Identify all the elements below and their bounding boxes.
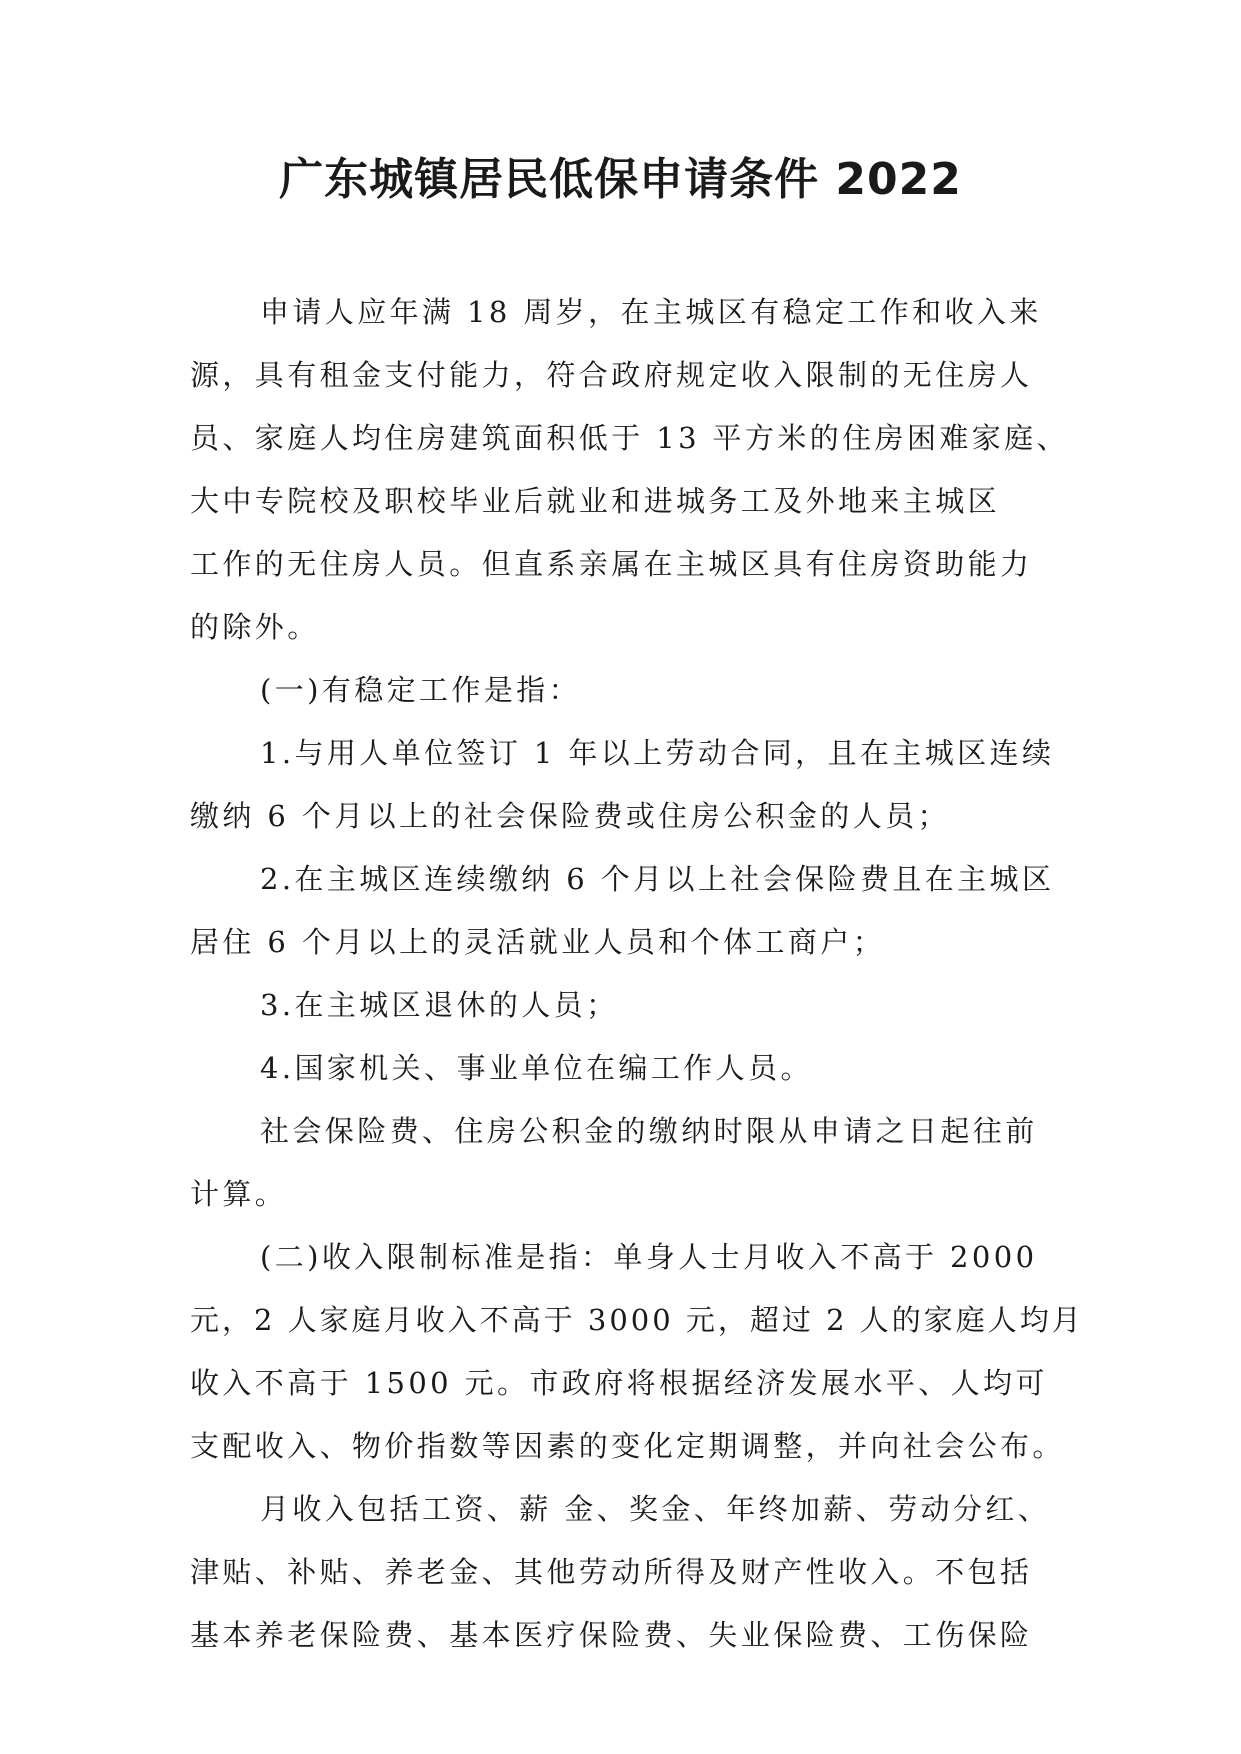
paragraph-line: 工作的无住房人员。但直系亲属在主城区具有住房资助能力 bbox=[190, 547, 1033, 581]
document-title: 广东城镇居民低保申请条件 2022 bbox=[279, 154, 962, 205]
list-item: 4.国家机关、事业单位在编工作人员。 bbox=[260, 1051, 813, 1085]
paragraph-line: 的除外。 bbox=[190, 610, 320, 644]
paragraph-line: 支配收入、物价指数等因素的变化定期调整，并向社会公布。 bbox=[190, 1429, 1065, 1463]
paragraph-line: 津贴、补贴、养老金、其他劳动所得及财产性收入。不包括 bbox=[190, 1555, 1033, 1589]
paragraph-line: 源，具有租金支付能力，符合政府规定收入限制的无住房人 bbox=[190, 358, 1033, 392]
paragraph-line: 社会保险费、住房公积金的缴纳时限从申请之日起往前 bbox=[260, 1114, 1038, 1148]
section-heading: (一)有稳定工作是指： bbox=[260, 673, 582, 707]
paragraph-line: 收入不高于 1500 元。市政府将根据经济发展水平、人均可 bbox=[190, 1366, 1048, 1400]
section-heading: (二)收入限制标准是指：单身人士月收入不高于 2000 bbox=[260, 1240, 1038, 1274]
list-item: 2.在主城区连续缴纳 6 个月以上社会保险费且在主城区 bbox=[260, 862, 1055, 896]
paragraph-line: 月收入包括工资、薪 金、奖金、年终加薪、劳动分红、 bbox=[260, 1492, 1051, 1526]
list-item: 3.在主城区退休的人员； bbox=[260, 988, 619, 1022]
paragraph-line: 元，2 人家庭月收入不高于 3000 元，超过 2 人的家庭人均月 bbox=[190, 1303, 1084, 1337]
paragraph-line: 大中专院校及职校毕业后就业和进城务工及外地来主城区 bbox=[190, 484, 1001, 518]
list-item-continuation: 缴纳 6 个月以上的社会保险费或住房公积金的人员； bbox=[190, 799, 950, 833]
list-item-continuation: 居住 6 个月以上的灵活就业人员和个体工商户； bbox=[190, 925, 886, 959]
paragraph-line: 基本养老保险费、基本医疗保险费、失业保险费、工伤保险 bbox=[190, 1618, 1033, 1652]
list-item: 1.与用人单位签订 1 年以上劳动合同，且在主城区连续 bbox=[260, 736, 1055, 770]
paragraph-line: 计算。 bbox=[190, 1177, 288, 1211]
paragraph-line: 员、家庭人均住房建筑面积低于 13 平方米的住房困难家庭、 bbox=[190, 421, 1069, 455]
paragraph-line: 申请人应年满 18 周岁，在主城区有稳定工作和收入来 bbox=[260, 295, 1042, 329]
